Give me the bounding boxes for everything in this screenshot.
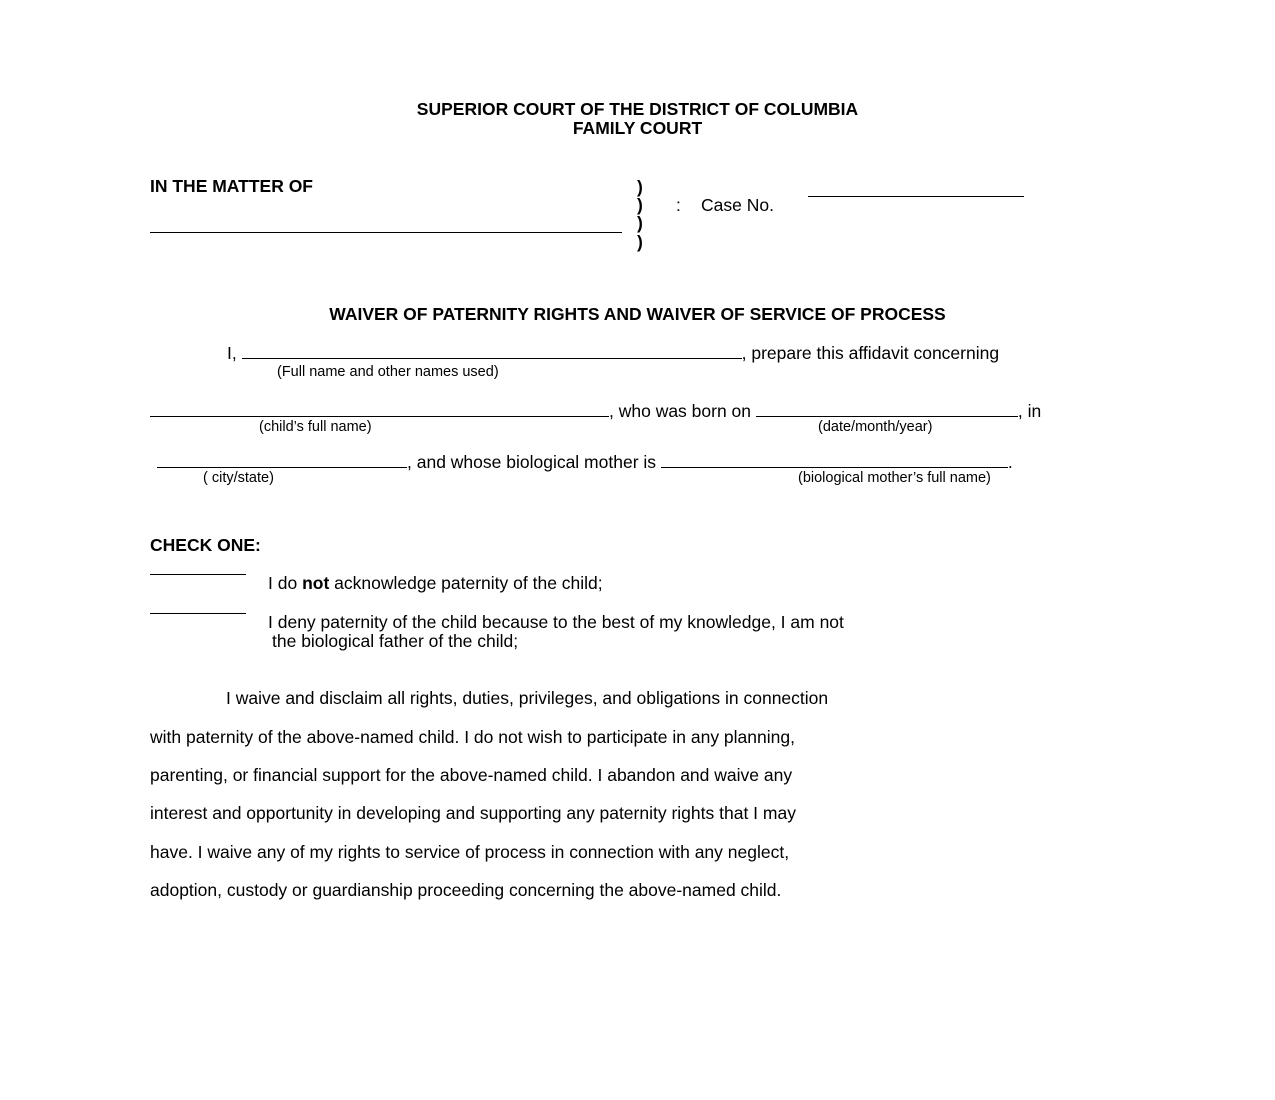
child-name-hint: (child’s full name)	[259, 419, 372, 435]
full-name-hint: (Full name and other names used)	[277, 364, 499, 380]
option2-line2: the biological father of the child;	[272, 631, 519, 651]
option1-bold: not	[302, 573, 330, 593]
paragraph-line: I waive and disclaim all rights, duties, privileges, and obligations in connection	[226, 688, 829, 708]
mother-full-name-field[interactable]	[661, 453, 1008, 468]
birth-city-state-field[interactable]	[157, 453, 407, 468]
matter-label: IN THE MATTER OF	[150, 176, 313, 196]
paragraph-line: adoption, custody or guardianship proceeding concerning the above-named child.	[150, 880, 782, 900]
document-title: WAIVER OF PATERNITY RIGHTS AND WAIVER OF SERVICE OF PROCESS	[329, 304, 946, 324]
caption-paren: )	[637, 213, 643, 233]
caption-colon: :	[676, 195, 681, 215]
born-text: , who was born on	[609, 401, 752, 421]
caption-paren: )	[637, 232, 643, 252]
option1-text	[268, 573, 603, 594]
birth-date-field[interactable]	[756, 402, 1018, 417]
option2-check-field[interactable]	[150, 613, 246, 614]
case-number-field[interactable]	[808, 196, 1024, 197]
option1-check-field[interactable]	[150, 574, 246, 575]
court-division: FAMILY COURT	[572, 118, 703, 138]
date-hint: (date/month/year)	[818, 419, 933, 435]
case-number-label: Case No.	[701, 195, 774, 215]
court-name: SUPERIOR COURT OF THE DISTRICT OF COLUMBIA	[416, 99, 859, 119]
caption-paren: )	[637, 195, 643, 215]
paragraph-line: have. I waive any of my rights to service of process in connection with any neglect,	[150, 842, 790, 862]
check-one-heading: CHECK ONE:	[150, 535, 261, 555]
i-label: I,	[227, 343, 237, 363]
option2-line1: I deny paternity of the child because to the best of my knowledge, I am not	[268, 612, 844, 632]
option1-prefix: I do	[268, 573, 303, 593]
caption-paren: )	[637, 177, 643, 197]
mother-text: , and whose biological mother is	[407, 452, 657, 472]
child-full-name-field[interactable]	[150, 402, 609, 417]
mother-name-hint: (biological mother’s full name)	[798, 470, 991, 486]
matter-name-field[interactable]	[150, 232, 622, 233]
paragraph-line: with paternity of the above-named child. I do not wish to participate in any planning,	[150, 727, 795, 747]
in-text: , in	[1017, 401, 1042, 421]
period: .	[1007, 452, 1013, 472]
prepare-text: , prepare this affidavit concerning	[741, 343, 1000, 363]
paragraph-line: parenting, or financial support for the above-named child. I abandon and waive any	[150, 765, 793, 785]
affiant-full-name-field[interactable]	[242, 344, 742, 359]
city-state-hint: ( city/state)	[203, 470, 274, 486]
paragraph-line: interest and opportunity in developing and supporting any paternity rights that I may	[150, 803, 796, 823]
option1-suffix: acknowledge paternity of the child;	[329, 573, 603, 593]
affiant-line	[227, 343, 999, 364]
